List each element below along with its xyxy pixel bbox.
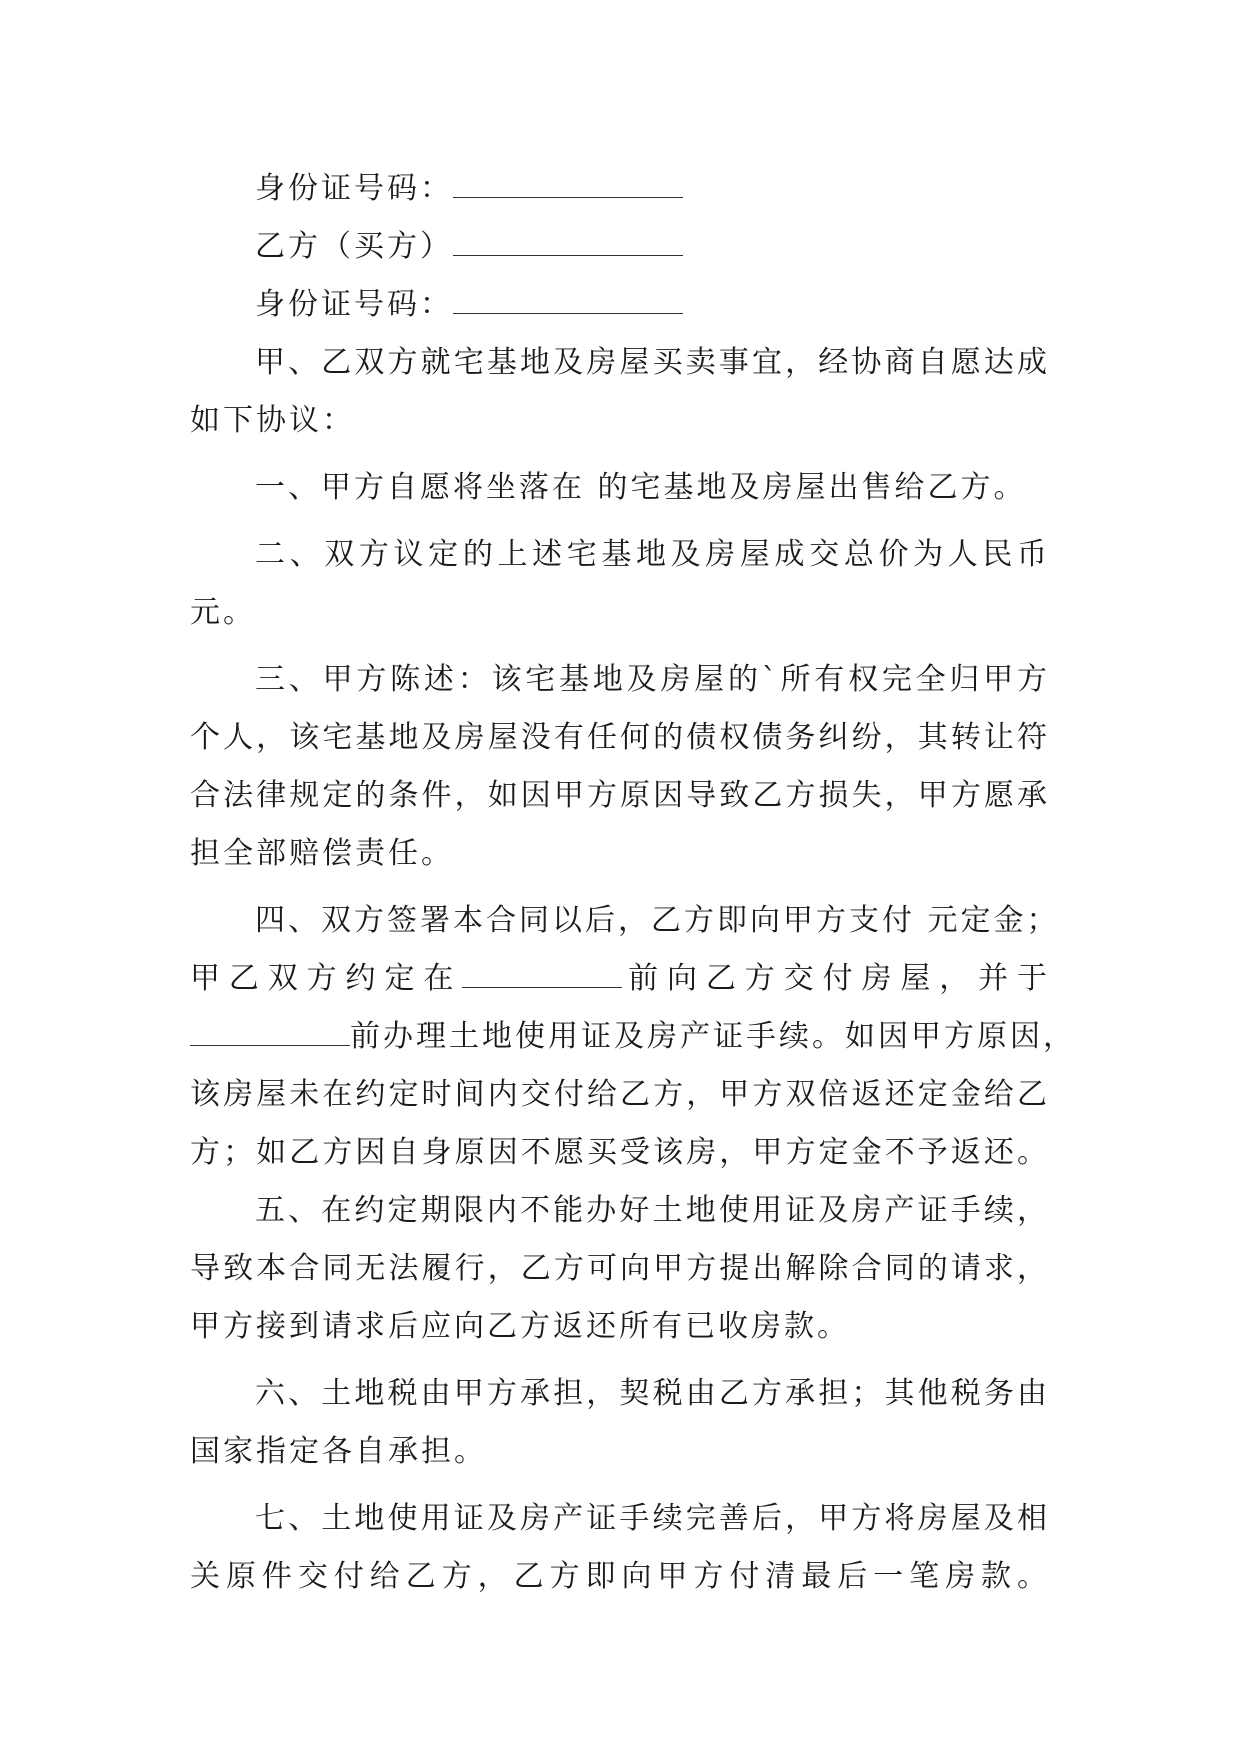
clause-2 — [190, 526, 1050, 642]
clause-6 — [190, 1365, 1050, 1481]
paragraph-line: 个人，该宅基地及房屋没有任何的债权债务纠纷，其转让符 — [190, 720, 1050, 755]
paragraph-line: 甲、乙双方就宅基地及房屋买卖事宜，经协商自愿达成 — [255, 345, 1050, 380]
intro-paragraph — [190, 334, 1050, 450]
blank-line — [453, 171, 683, 198]
clause-1 — [190, 459, 1050, 517]
clause-7 — [190, 1490, 1050, 1606]
field-label: 身份证号码： — [255, 171, 453, 206]
paragraph-line: 担全部赔偿责任。 — [190, 836, 454, 871]
blank-line — [453, 287, 683, 314]
paragraph-line: 四、双方签署本合同以后，乙方即向甲方支付 元定金； — [255, 903, 1060, 938]
line-text: 甲乙双方约定在 — [190, 961, 463, 996]
paragraph-line: 三、甲方陈述：该宅基地及房屋的`所有权完全归甲方 — [255, 662, 1050, 697]
paragraph-line: 五、在约定期限内不能办好土地使用证及房产证手续， — [255, 1193, 1050, 1228]
field-label: 乙方（买方） — [255, 229, 453, 264]
paragraph-line: 七、土地使用证及房产证手续完善后，甲方将房屋及相 — [255, 1501, 1050, 1536]
paragraph-line: 国家指定各自承担。 — [190, 1434, 487, 1469]
blank-line — [453, 229, 683, 256]
paragraph-line — [190, 1008, 1076, 1066]
paragraph-line: 导致本合同无法履行，乙方可向甲方提出解除合同的请求， — [190, 1251, 1050, 1286]
clause-5 — [190, 1182, 1050, 1356]
id-number-field-buyer — [190, 276, 1050, 334]
paragraph-line: 二、双方议定的上述宅基地及房屋成交总价为人民币 — [255, 537, 1050, 572]
date-blank — [190, 1019, 350, 1046]
field-label: 身份证号码： — [255, 287, 453, 322]
paragraph-line: 方；如乙方因自身原因不愿买受该房，甲方定金不予返还。 — [190, 1135, 1050, 1170]
contract-body — [190, 160, 1076, 1606]
paragraph-line: 六、土地税由甲方承担，契税由乙方承担；其他税务由 — [255, 1376, 1050, 1411]
clause-3 — [190, 651, 1050, 883]
id-number-field-seller — [190, 160, 1050, 218]
paragraph-line: 如下协议： — [190, 403, 355, 438]
paragraph-line: 元。 — [190, 595, 256, 630]
paragraph-line: 关原件交付给乙方，乙方即向甲方付清最后一笔房款。 — [190, 1559, 1050, 1594]
buyer-field — [190, 218, 1050, 276]
paragraph-line — [190, 950, 1050, 1008]
paragraph-line: 一、甲方自愿将坐落在 的宅基地及房屋出售给乙方。 — [255, 470, 1027, 505]
paragraph-line: 该房屋未在约定时间内交付给乙方，甲方双倍返还定金给乙 — [190, 1077, 1050, 1112]
paragraph-line: 甲方接到请求后应向乙方返还所有已收房款。 — [190, 1309, 850, 1344]
clause-4 — [190, 892, 1076, 1182]
line-text: 前向乙方交付房屋，并于 — [622, 961, 1051, 996]
line-text: 前办理土地使用证及房产证手续。如因甲方原因， — [350, 1019, 1076, 1054]
date-blank — [462, 961, 622, 988]
paragraph-line: 合法律规定的条件，如因甲方原因导致乙方损失，甲方愿承 — [190, 778, 1050, 813]
